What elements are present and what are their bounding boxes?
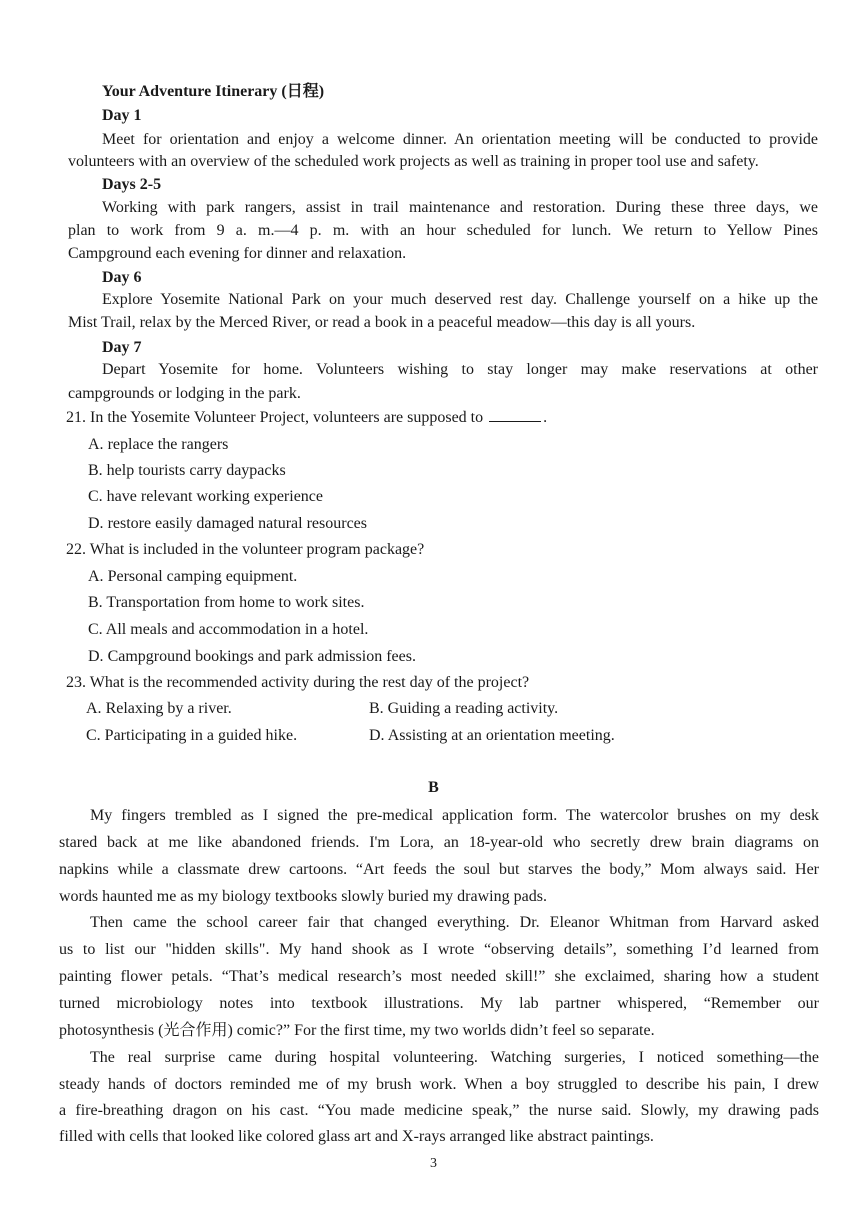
q23-option-b bbox=[369, 699, 558, 719]
question-23 bbox=[66, 673, 529, 693]
para1-line-2: stared back at me like abandoned friends. I'm Lora, an 18-year-old who secretly drew brain diagrams on bbox=[59, 834, 819, 851]
day7-line-1: Depart Yosemite for home. Volunteers wishing to stay longer may make reservations at other bbox=[102, 361, 818, 378]
option-letter: D. bbox=[369, 727, 385, 744]
day7-line-2: campgrounds or lodging in the park. bbox=[68, 385, 301, 402]
option-letter: A. bbox=[88, 436, 104, 453]
question-21-number: 21. bbox=[66, 409, 86, 426]
option-letter: A. bbox=[88, 568, 104, 585]
q23-option-a bbox=[86, 699, 232, 719]
answer-blank bbox=[489, 407, 541, 422]
q21-option-c bbox=[88, 487, 323, 507]
days2-5-heading: Days 2-5 bbox=[102, 176, 162, 193]
question-22 bbox=[66, 540, 424, 560]
option-text: restore easily damaged natural resources bbox=[107, 515, 367, 532]
question-23-stem: What is the recommended activity during the rest day of the project? bbox=[89, 674, 530, 691]
day1-line-1: Meet for orientation and enjoy a welcome dinner. An orientation meeting will be conducted to provide bbox=[102, 131, 818, 148]
q22-option-b bbox=[88, 593, 364, 613]
para3-line-1: The real surprise came during hospital volunteering. Watching surgeries, I noticed something—the bbox=[90, 1049, 819, 1066]
option-letter: C. bbox=[88, 621, 103, 638]
option-letter: B. bbox=[88, 594, 103, 611]
q21-option-b bbox=[88, 461, 286, 481]
days2-5-line-1: Working with park rangers, assist in trail maintenance and restoration. During these three days, we bbox=[102, 199, 818, 216]
option-text: Personal camping equipment. bbox=[107, 568, 298, 585]
option-letter: C. bbox=[88, 488, 103, 505]
days2-5-line-2: plan to work from 9 a. m.—4 p. m. with an hour scheduled for lunch. We return to Yellow Pines bbox=[68, 222, 818, 239]
para2-line-1: Then came the school career fair that changed everything. Dr. Eleanor Whitman from Harvard asked bbox=[90, 914, 819, 931]
option-letter: D. bbox=[88, 648, 104, 665]
option-text: All meals and accommodation in a hotel. bbox=[105, 621, 369, 638]
para3-line-3: a fire-breathing dragon on his cast. “You made medicine speak,” the nurse said. Slowly, my drawing pads bbox=[59, 1102, 819, 1119]
para1-line-3: napkins while a classmate drew cartoons. “Art feeds the soul but starves the body,” Mom always said. Her bbox=[59, 861, 819, 878]
question-23-number: 23. bbox=[66, 674, 86, 691]
para2-line-2: us to list our "hidden skills". My hand shook as I wrote “observing details”, something I’d learned from bbox=[59, 941, 819, 958]
question-21-stem: In the Yosemite Volunteer Project, volunteers are supposed to bbox=[90, 409, 484, 426]
day6-line-1: Explore Yosemite National Park on your much deserved rest day. Challenge yourself on a hike up the bbox=[102, 291, 818, 308]
para3-line-2: steady hands of doctors reminded me of my brush work. When a boy struggled to describe his pain, I drew bbox=[59, 1076, 819, 1093]
q21-option-d bbox=[88, 514, 367, 534]
option-letter: C. bbox=[86, 727, 101, 744]
q22-option-c bbox=[88, 620, 368, 640]
para2-line-4: turned microbiology notes into textbook illustrations. My lab partner whispered, “Remember our bbox=[59, 995, 819, 1012]
q23-option-c bbox=[86, 726, 297, 746]
section-b-heading: B bbox=[428, 779, 439, 796]
q22-option-d bbox=[88, 647, 416, 667]
q22-option-a bbox=[88, 567, 297, 587]
itinerary-title: Your Adventure Itinerary (日程) bbox=[102, 83, 325, 100]
question-22-number: 22. bbox=[66, 541, 86, 558]
option-letter: A. bbox=[86, 700, 102, 717]
para1-line-4: words haunted me as my biology textbooks slowly buried my drawing pads. bbox=[59, 888, 547, 905]
para2-line-3: painting flower petals. “That’s medical research’s most needed skill!” she exclaimed, sharing how a student bbox=[59, 968, 819, 985]
option-text: Guiding a reading activity. bbox=[387, 700, 559, 717]
option-text: Transportation from home to work sites. bbox=[106, 594, 365, 611]
q21-option-a bbox=[88, 435, 228, 455]
para3-line-4: filled with cells that looked like colored glass art and X-rays arranged like abstract paintings. bbox=[59, 1128, 654, 1145]
question-21-stem-end: . bbox=[543, 409, 548, 426]
day1-heading: Day 1 bbox=[102, 107, 142, 124]
question-21 bbox=[66, 407, 547, 428]
option-text: have relevant working experience bbox=[106, 488, 324, 505]
para2-line-5: photosynthesis (光合作用) comic?” For the first time, my two worlds didn’t feel so separate. bbox=[59, 1022, 655, 1039]
option-text: replace the rangers bbox=[107, 436, 229, 453]
question-22-stem: What is included in the volunteer program package? bbox=[89, 541, 425, 558]
option-letter: B. bbox=[369, 700, 384, 717]
day1-line-2: volunteers with an overview of the scheduled work projects as well as training in proper tool use and safety. bbox=[68, 153, 759, 170]
day6-heading: Day 6 bbox=[102, 269, 142, 286]
option-text: Participating in a guided hike. bbox=[104, 727, 298, 744]
option-text: help tourists carry daypacks bbox=[106, 462, 286, 479]
day7-heading: Day 7 bbox=[102, 339, 142, 356]
q23-option-d bbox=[369, 726, 615, 746]
para1-line-1: My fingers trembled as I signed the pre-medical application form. The watercolor brushes on my desk bbox=[90, 807, 819, 824]
option-text: Campground bookings and park admission fees. bbox=[107, 648, 416, 665]
day6-line-2: Mist Trail, relax by the Merced River, or read a book in a peaceful meadow—this day is all yours. bbox=[68, 314, 696, 331]
option-text: Relaxing by a river. bbox=[105, 700, 232, 717]
days2-5-line-3: Campground each evening for dinner and relaxation. bbox=[68, 245, 407, 262]
option-letter: B. bbox=[88, 462, 103, 479]
option-letter: D. bbox=[88, 515, 104, 532]
page-number: 3 bbox=[430, 1156, 437, 1171]
option-text: Assisting at an orientation meeting. bbox=[387, 727, 615, 744]
